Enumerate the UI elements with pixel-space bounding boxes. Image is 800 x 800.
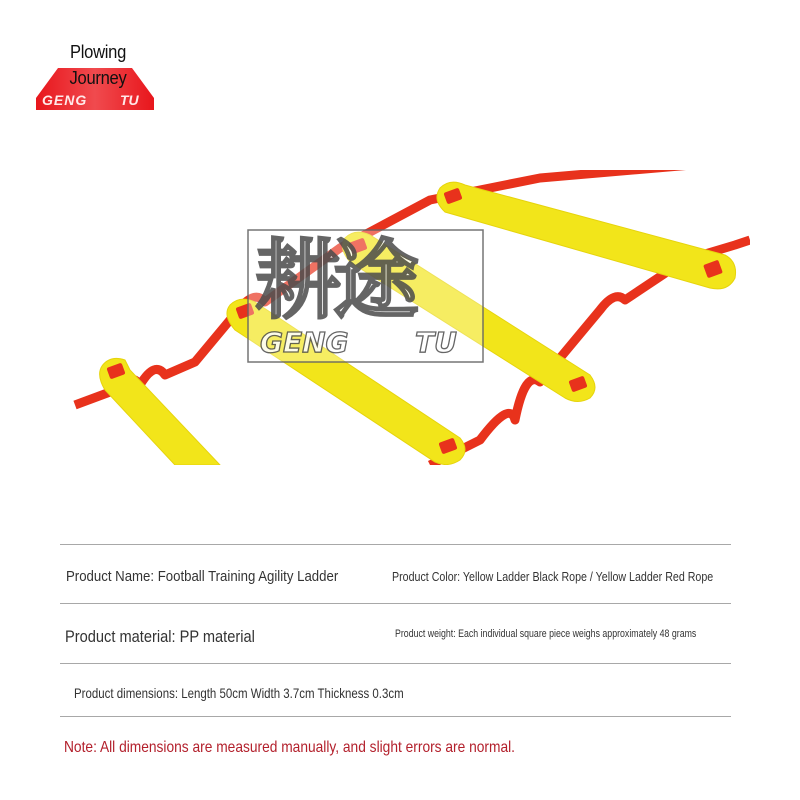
spec-product-dimensions: Product dimensions: Length 50cm Width 3.7cm Thickness 0.3cm — [74, 685, 404, 701]
table-divider — [60, 663, 731, 664]
watermark-text-left: GENG — [260, 326, 349, 359]
product-image-agility-ladder — [70, 170, 750, 465]
spec-product-name: Product Name: Football Training Agility Ladder — [66, 568, 339, 585]
spec-product-material: Product material: PP material — [65, 627, 255, 646]
spec-product-weight: Product weight: Each individual square piece weighs approximately 48 grams — [395, 628, 697, 640]
logo-subtitle-left: GENG — [42, 92, 88, 108]
table-divider — [60, 544, 731, 545]
spec-product-color: Product Color: Yellow Ladder Black Rope / Yellow Ladder Red Rope — [392, 569, 714, 584]
measurement-note: Note: All dimensions are measured manually, and slight errors are normal. — [64, 739, 515, 756]
brand-logo — [36, 40, 160, 112]
table-divider — [60, 603, 731, 604]
watermark-text-right: TU — [415, 326, 457, 359]
watermark — [248, 230, 483, 362]
logo-text-line1: Plowing — [69, 42, 127, 62]
logo-subtitle-right: TU — [120, 92, 139, 108]
logo-text-line2: Journey — [69, 68, 127, 88]
table-divider — [60, 716, 731, 717]
svg-text:耕途: 耕途 — [255, 231, 411, 331]
